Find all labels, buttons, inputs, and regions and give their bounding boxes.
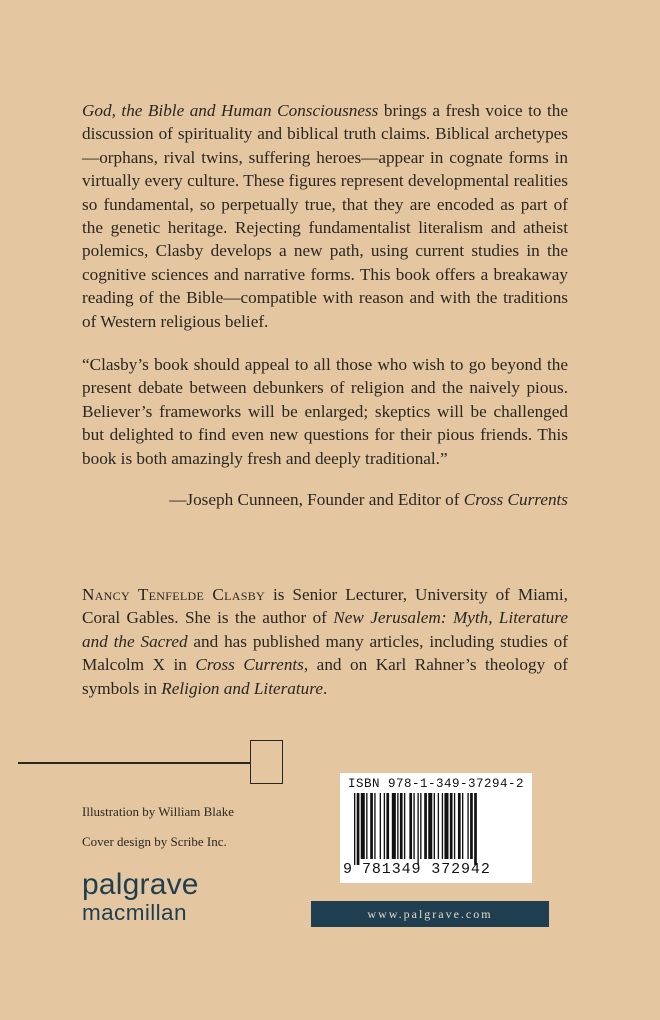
barcode-bar — [374, 793, 375, 859]
endorsement-attribution — [169, 490, 568, 510]
barcode-bar — [384, 793, 385, 859]
decorative-box — [250, 740, 283, 784]
endorsement-quote: “Clasby’s book should appeal to all those who wish to go beyond the present debate between debunkers of religion and the naively pious. Believer’s frameworks will be enlarged; skeptics will be challenged but delighted to find even new questions for their pious friends. This book is both amazingly fresh and deeply traditional.” — [82, 355, 568, 468]
barcode-bar — [413, 793, 414, 859]
author-bio — [82, 583, 568, 700]
bio-journal-2: Religion and Literature — [161, 678, 323, 698]
barcode-bar — [397, 793, 398, 859]
bio-part-3: , and on Karl Rahner’s theology of symbols in — [82, 655, 568, 698]
illustration-credit: Illustration by William Blake — [82, 804, 234, 819]
bio-part-1: is Senior Lecturer, University of Miami, Coral Gables. She is the author of — [82, 585, 568, 628]
barcode-bar — [400, 793, 403, 859]
barcode-bar — [438, 793, 439, 859]
author-name: Nancy Tenfelde Clasby — [82, 585, 265, 604]
cover-design-credit: Cover design by Scribe Inc. — [82, 834, 227, 849]
barcode-bar — [474, 793, 477, 865]
barcode-bars — [354, 793, 522, 865]
barcode-bar — [454, 793, 455, 859]
blurb-text: brings a fresh voice to the discussion of spirituality and biblical truth claims. Biblical archetypes—orphans, rival twins, suffering heroes—appear in cognate forms in virtually every culture. These figures represent developmental realities so fundamental, so perpetually true, that they are encoded as part of the genetic heritage. Rejecting fundamentalist literalism and atheist polemics, Clasby develops a new path, using current studies in the cognitive sciences and narrative forms. This book offers a breakaway reading of the Bible—compatible with reason and with the traditions of Western religious belief. — [82, 101, 568, 331]
barcode-bar — [444, 793, 448, 859]
ean-digits: 781349 372942 — [362, 861, 491, 878]
barcode-bar — [417, 793, 418, 865]
barcode-bar — [450, 793, 453, 859]
attribution-journal: Cross Currents — [463, 490, 568, 509]
blurb-paragraph — [82, 99, 568, 333]
barcode-bar — [470, 793, 473, 859]
endorsement-block — [82, 353, 568, 470]
barcode-bar — [409, 793, 412, 859]
website-banner[interactable]: www.palgrave.com — [311, 901, 549, 927]
barcode-bar — [361, 793, 365, 859]
barcode-bar — [380, 793, 381, 859]
bio-book-title: New Jerusalem: Myth, Literature and the Sacred — [82, 608, 568, 651]
decorative-rule — [18, 762, 250, 764]
barcode-bar — [420, 793, 421, 859]
barcode-bar — [354, 793, 355, 865]
book-title: God, the Bible and Human Consciousness — [82, 101, 379, 120]
barcode-bar — [392, 793, 396, 859]
barcode-bar — [357, 793, 360, 865]
barcode-bar — [442, 793, 443, 859]
barcode-bar — [458, 793, 461, 859]
bio-part-2: and has published many articles, including studies of Malcolm X in — [82, 631, 568, 675]
barcode-bar — [370, 793, 373, 859]
barcode-bar — [386, 793, 389, 859]
blurb-block — [82, 99, 568, 333]
barcode-bar — [424, 793, 427, 859]
barcode-bar — [462, 793, 463, 859]
bio-journal-1: Cross Currents — [195, 655, 304, 675]
barcode-bar — [366, 793, 367, 859]
isbn-label: ISBN 978-1-349-37294-2 — [347, 777, 525, 791]
publisher-logo — [82, 870, 199, 925]
barcode-bar — [467, 793, 468, 859]
attribution-prefix: —Joseph Cunneen, Founder and Editor of — [169, 490, 464, 509]
logo-line-1: palgrave — [82, 868, 199, 901]
logo-line-2: macmillan — [82, 900, 187, 925]
author-bio-block — [82, 583, 568, 700]
barcode-panel — [340, 773, 532, 883]
barcode-bar — [404, 793, 405, 859]
barcode-bar — [428, 793, 432, 859]
bio-part-4: . — [322, 678, 328, 698]
barcode-bar — [434, 793, 435, 859]
ean-first-digit: 9 — [343, 861, 353, 878]
